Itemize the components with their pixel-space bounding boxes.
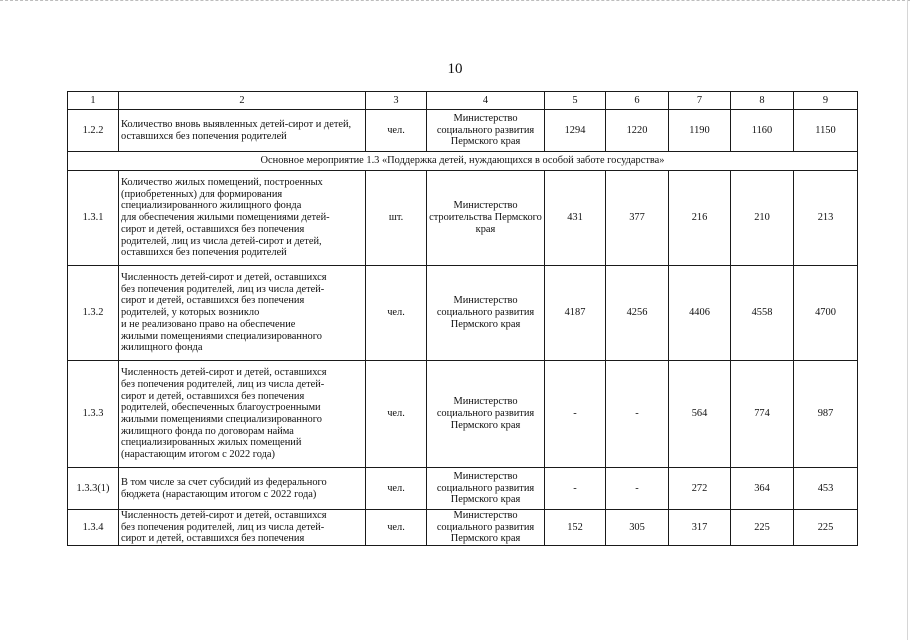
value-cell: 1294 xyxy=(545,110,606,152)
value-cell: 1190 xyxy=(669,110,731,152)
indicator-line: жилыми помещениями специализированного xyxy=(121,414,322,425)
indicator-line: специализированного жилищного фонда xyxy=(121,200,302,212)
value-cell: 774 xyxy=(731,361,794,468)
row-number: 1.3.2 xyxy=(68,266,119,361)
organization-cell: Министерство социального развития Пермского края xyxy=(427,110,545,152)
indicator-line: и не реализовано право на обеспечение xyxy=(121,318,296,330)
indicator-line: жилищного фонда по договорам найма xyxy=(121,425,294,437)
unit-cell: чел. xyxy=(366,110,427,152)
value-cell: 152 xyxy=(545,510,606,546)
indicator-line: (приобретенных) для формирования xyxy=(121,188,283,200)
indicator-line: (нарастающим итогом с 2022 года) xyxy=(121,449,276,461)
indicator-line: Численность детей-сирот и детей, оставшихся xyxy=(121,272,327,284)
indicator-line: без попечения родителей, лиц из числа детей- xyxy=(121,378,325,390)
organization-cell: Министерство социального развития Пермского края xyxy=(427,468,545,510)
indicator-line: специализированных жилых помещений xyxy=(121,437,302,449)
value-cell: - xyxy=(606,361,669,468)
page-number: 10 xyxy=(447,61,463,77)
value-cell: 4406 xyxy=(669,266,731,361)
indicator-line: оставшихся без попечения родителей xyxy=(121,247,287,259)
header-cell: 1 xyxy=(68,92,119,110)
indicator-line: бюджета (нарастающим итогом с 2022 года) xyxy=(121,488,317,500)
indicator-line: сирот и детей, оставшихся без попечения xyxy=(121,295,305,307)
value-cell: 431 xyxy=(545,171,606,266)
unit-cell: чел. xyxy=(366,468,427,510)
unit-cell: шт. xyxy=(366,171,427,266)
value-cell: 305 xyxy=(606,510,669,546)
table-row xyxy=(68,468,858,510)
value-cell: 216 xyxy=(669,171,731,266)
table-row xyxy=(68,510,858,546)
value-cell: 317 xyxy=(669,510,731,546)
row-number: 1.3.4 xyxy=(68,510,119,546)
indicator-line: родителей, лиц из числа детей-сирот и детей, xyxy=(121,235,322,247)
indicator-line: жилыми помещениями специализированного xyxy=(121,330,322,342)
value-cell: 4700 xyxy=(794,266,858,361)
indicator-line: без попечения родителей, лиц из числа детей- xyxy=(121,283,325,295)
header-cell: 2 xyxy=(119,92,366,110)
indicator-line: для обеспечения жилыми помещениями детей- xyxy=(121,212,330,224)
value-cell: 987 xyxy=(794,361,858,468)
value-cell: 272 xyxy=(669,468,731,510)
row-number: 1.2.2 xyxy=(68,110,119,152)
indicator-line: сирот и детей, оставшихся без попечения xyxy=(121,390,305,402)
value-cell: 225 xyxy=(731,510,794,546)
indicator-name xyxy=(119,171,366,266)
value-cell: 210 xyxy=(731,171,794,266)
indicator-line: родителей, обеспеченных благоустроенными xyxy=(121,402,321,414)
indicator-line: Численность детей-сирот и детей, оставшихся xyxy=(121,510,327,521)
value-cell: 377 xyxy=(606,171,669,266)
value-cell: - xyxy=(545,361,606,468)
value-cell: 1150 xyxy=(794,110,858,152)
organization-cell: Министерство социального развития Пермского края xyxy=(427,266,545,361)
unit-cell: чел. xyxy=(366,361,427,468)
header-cell: 7 xyxy=(669,92,731,110)
value-cell: 4558 xyxy=(731,266,794,361)
table-row xyxy=(68,110,858,152)
organization-cell: Министерство строительства Пермского края xyxy=(427,171,545,266)
value-cell: 4256 xyxy=(606,266,669,361)
row-number: 1.3.3(1) xyxy=(68,468,119,510)
value-cell: - xyxy=(545,468,606,510)
unit-cell: чел. xyxy=(366,510,427,546)
table-row xyxy=(68,361,858,468)
indicators-table xyxy=(67,91,858,546)
indicator-line: родителей, у которых возникло xyxy=(121,307,260,319)
row-number: 1.3.3 xyxy=(68,361,119,468)
header-cell: 4 xyxy=(427,92,545,110)
value-cell: 364 xyxy=(731,468,794,510)
page-top-edge xyxy=(0,0,910,3)
indicator-line: В том числе за счет субсидий из федерального xyxy=(121,476,327,488)
indicator-name xyxy=(119,468,366,510)
value-cell: 4187 xyxy=(545,266,606,361)
header-cell: 3 xyxy=(366,92,427,110)
value-cell: 1160 xyxy=(731,110,794,152)
indicator-line: Численность детей-сирот и детей, оставшихся xyxy=(121,367,327,379)
unit-cell: чел. xyxy=(366,266,427,361)
table-row xyxy=(68,266,858,361)
value-cell: 1220 xyxy=(606,110,669,152)
value-cell: - xyxy=(606,468,669,510)
section-title: Основное мероприятие 1.3 «Поддержка детей, нуждающихся в особой заботе государства» xyxy=(68,152,858,171)
value-cell: 453 xyxy=(794,468,858,510)
table-row xyxy=(68,171,858,266)
page-right-edge xyxy=(907,0,908,640)
value-cell: 564 xyxy=(669,361,731,468)
table-header-row xyxy=(68,92,858,110)
value-cell: 225 xyxy=(794,510,858,546)
header-cell: 6 xyxy=(606,92,669,110)
section-row xyxy=(68,152,858,171)
indicator-name: Количество вновь выявленных детей-сирот и детей, оставшихся без попечения родителей xyxy=(119,110,366,152)
indicator-line: жилищного фонда xyxy=(121,342,203,354)
indicator-name xyxy=(119,266,366,361)
header-cell: 8 xyxy=(731,92,794,110)
organization-cell: Министерство социального развития Пермского края xyxy=(427,361,545,468)
indicator-line: сирот и детей, оставшихся без попечения xyxy=(121,533,305,545)
organization-cell: Министерство социального развития Пермского края xyxy=(427,510,545,546)
indicator-line: сирот и детей, оставшихся без попечения xyxy=(121,223,305,235)
indicator-name xyxy=(119,361,366,468)
indicator-line: без попечения родителей, лиц из числа детей- xyxy=(121,521,325,533)
indicator-name xyxy=(119,510,366,546)
indicator-line: Количество жилых помещений, построенных xyxy=(121,177,323,189)
row-number: 1.3.1 xyxy=(68,171,119,266)
value-cell: 213 xyxy=(794,171,858,266)
header-cell: 5 xyxy=(545,92,606,110)
header-cell: 9 xyxy=(794,92,858,110)
